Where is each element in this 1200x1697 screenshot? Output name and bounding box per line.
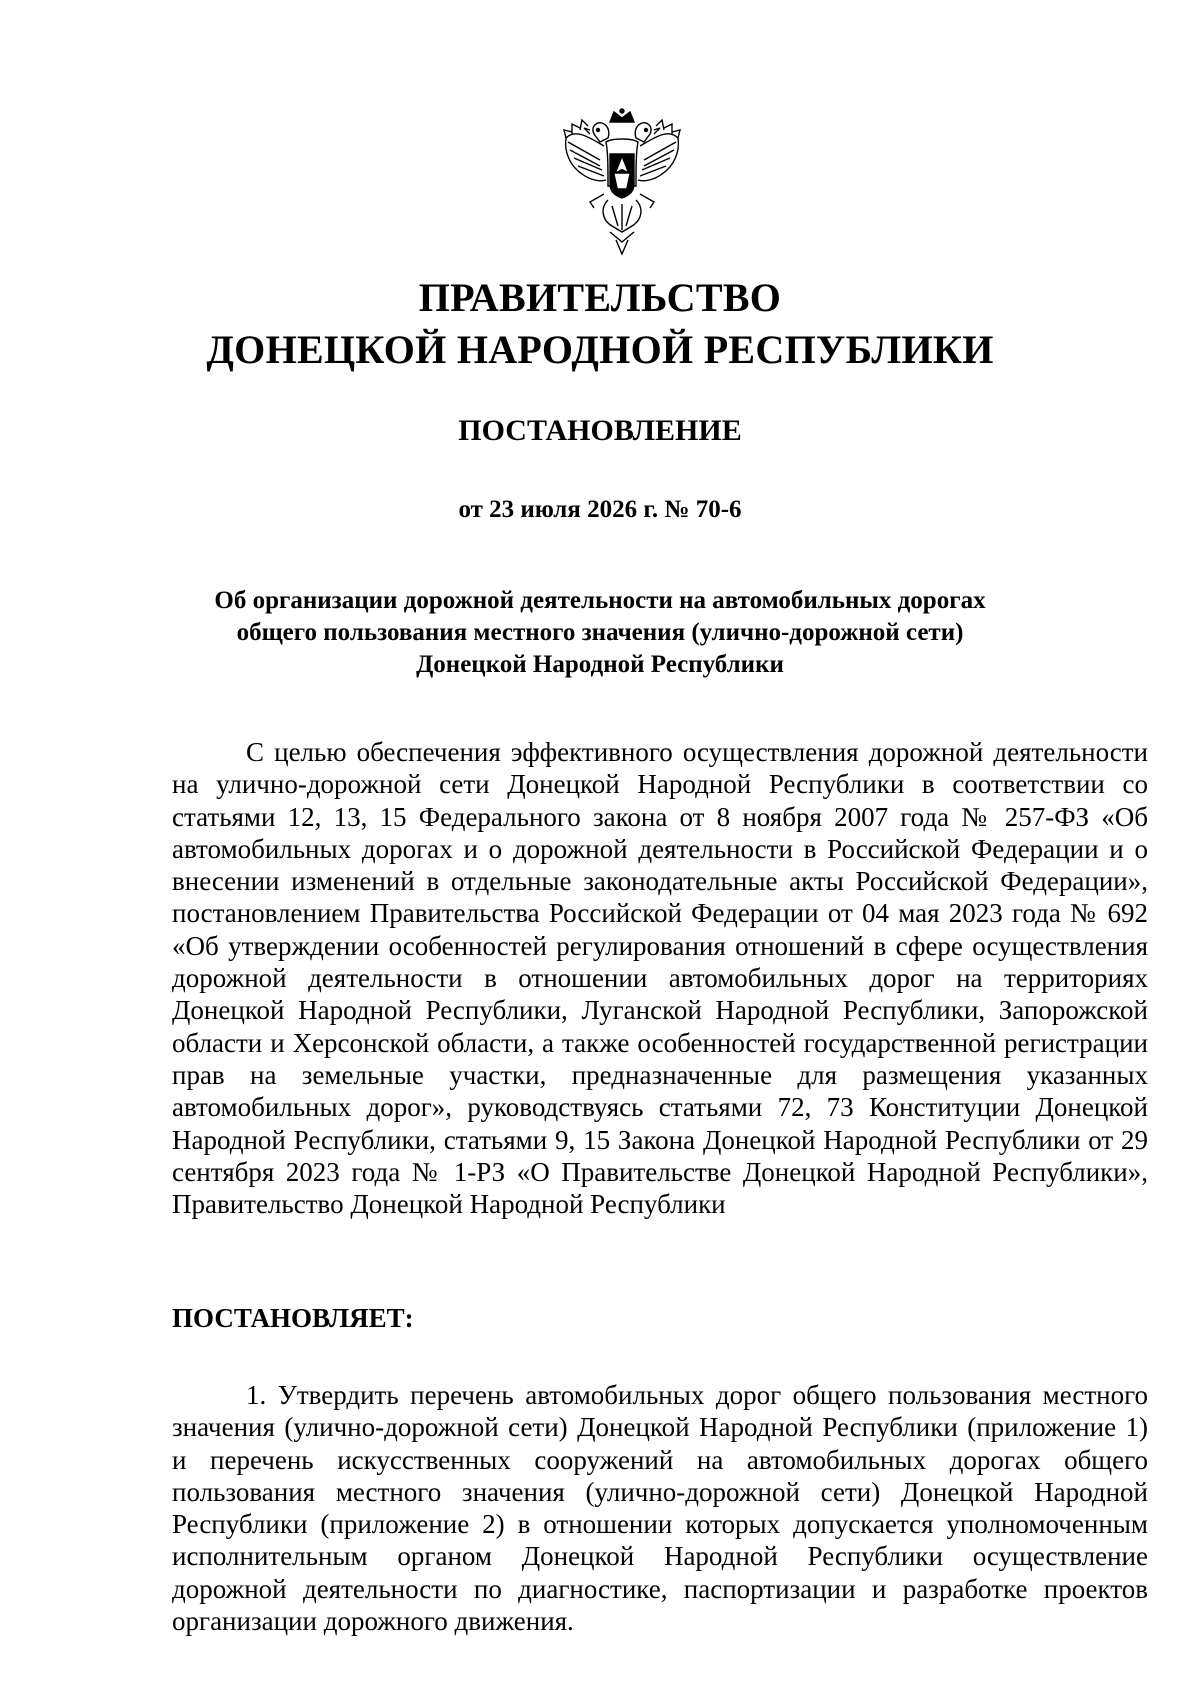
document-subject: [150, 585, 1050, 681]
resolution-item: 1. Утвердить перечень автомобильных дорог общего пользования местного значения (улично-дорожной сети) Донецкой Народной Республики (приложение 1) и перечень искусственных сооружений на автомобильных дорогах общего пользования местного значения (улично-дорожной сети) Донецкой Народной Республики (приложение 2) в отношении которых допускается уполномоченным исполнительным органом Донецкой Народной Республики осуществление дорожной деятельности по диагностике, паспортизации и разработке проектов организации дорожного движения.: [172, 1380, 1148, 1637]
subject-line1: Об организации дорожной деятельности на автомобильных дорогах: [214, 587, 986, 614]
government-title-line2: ДОНЕЦКОЙ НАРОДНОЙ РЕСПУБЛИКИ: [206, 327, 994, 372]
preamble-paragraph: С целью обеспечения эффективного осуществления дорожной деятельности на улично-дорожной сети Донецкой Народной Республики в соответствии со статьями 12, 13, 15 Федерального закона от 8 ноября 2007 года № 257-ФЗ «Об автомобильных дорогах и о дорожной деятельности в Российской Федерации и о внесении изменений в отдельные законодательные акты Российской Федерации», постановлением Правительства Российской Федерации от 04 мая 2023 года № 692 «Об утверждении особенностей регулирования отношений в сфере осуществления дорожной деятельности в отношении автомобильных дорог на территориях Донецкой Народной Республики, Луганской Народной Республики, Запорожской области и Херсонской области, а также особенностей государственной регистрации прав на земельные участки, предназначенные для размещения указанных автомобильных дорог», руководствуясь статьями 72, 73 Конституции Донецкой Народной Республики, статьями 9, 15 Закона Донецкой Народной Республики от 29 сентября 2023 года № 1-РЗ «О Правительстве Донецкой Народной Республики», Правительство Донецкой Народной Республики: [172, 737, 1148, 1220]
document-type: ПОСТАНОВЛЕНИЕ: [458, 414, 742, 447]
subject-line3: Донецкой Народной Республики: [416, 651, 784, 678]
subject-line2: общего пользования местного значения (улично-дорожной сети): [236, 619, 964, 646]
government-title-line1: ПРАВИТЕЛЬСТВО: [418, 275, 782, 320]
document-date-number: от 23 июля 2026 г. № 70-6: [458, 496, 742, 523]
dpr-coat-of-arms-icon: [560, 108, 684, 256]
government-title: [0, 272, 1200, 376]
resolves-heading: ПОСТАНОВЛЯЕТ:: [172, 1303, 414, 1333]
